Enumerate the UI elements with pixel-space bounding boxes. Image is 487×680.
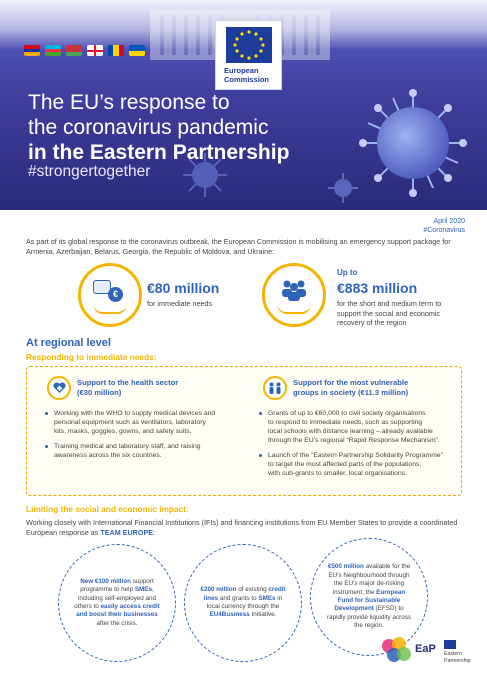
midterm-desc-line2: support the social and economic [337, 308, 441, 318]
vulnerable-bullet-2-line1: Launch of the “Eastern Partnership Solidarity Programme” [268, 452, 443, 459]
impact-colon: : [153, 528, 156, 537]
vulnerable-title-line2: groups in society (€11.3 million) [293, 388, 409, 397]
commission-label-line1: European [224, 66, 259, 75]
virus-illustration-icon [318, 88, 487, 208]
armenia-flag-icon [24, 45, 40, 56]
card-credit-lines [184, 544, 302, 662]
card1-text [74, 578, 160, 628]
people-hand-icon [262, 263, 326, 327]
vulnerable-bullet-1-line1: Grants of up to €60,000 to civil society organisations [268, 410, 426, 417]
card2-t3: in local currency through the [206, 594, 283, 610]
card1-amount: New €100 million [80, 577, 131, 585]
coronavirus-tag: #Coronavirus [423, 227, 465, 234]
family-icon [263, 376, 287, 400]
eap-logo-icon [380, 636, 414, 666]
health-bullet-1-line2: personal equipment such as ventilators, laboratory [54, 419, 206, 426]
health-bullet-1 [45, 409, 250, 436]
country-flags [24, 45, 145, 56]
date: April 2020 [433, 218, 465, 225]
people-icon [279, 278, 309, 302]
card3-t2: (EFSD) to rapidly provide liquidity across the region. [327, 605, 411, 630]
eu-stars-icon [226, 27, 272, 63]
health-heart-icon [47, 376, 71, 400]
card2-smes: SMEs [258, 594, 276, 602]
card1-t2: , including self-employed and others to [74, 586, 157, 610]
card1-smes: SMEs [134, 586, 152, 594]
card2-credit-lines: credit lines [203, 586, 286, 602]
card2-amount: €200 million [200, 586, 237, 594]
card2-t1: of existing [236, 586, 269, 594]
vulnerable-bullets [259, 409, 461, 484]
card2-t2: and grants to [218, 594, 259, 602]
card3-t1: available for the EU’s Neighbourhood through the EU’s major de-risking instrument, the [328, 563, 411, 596]
card-sme-programme [58, 544, 176, 662]
eap-label-line2: Partnership [444, 657, 471, 664]
vulnerable-title-line1: Support for the most vulnerable [293, 378, 409, 387]
health-title-line1: Support to the health sector [77, 378, 179, 387]
immediate-needs-heading: Responding to immediate needs: [26, 352, 157, 362]
card2-t4: Initiative. [249, 611, 277, 619]
regional-heading: At regional level [26, 337, 111, 349]
ukraine-flag-icon [129, 45, 145, 56]
card1-highlight: easily access credit and boost their businesses [76, 603, 160, 619]
health-bullet-2 [45, 442, 250, 460]
impact-text [26, 518, 466, 538]
midterm-prefix: Up to [337, 268, 358, 277]
eap-label-line1: Eastern [444, 651, 462, 657]
eu-flag-icon [444, 640, 456, 649]
georgia-flag-icon [87, 45, 103, 56]
midterm-desc-line3: recovery of the region [337, 318, 407, 327]
title-line-1: The EU’s response to [28, 91, 230, 114]
vulnerable-bullet-2-line3: with sub-grants to smaller, local organisations. [268, 470, 408, 477]
health-bullets [45, 409, 250, 466]
card2-text [200, 586, 286, 620]
midterm-desc-line1: for the short and medium term to [337, 299, 442, 308]
eap-wordmark: EaP [415, 643, 436, 655]
card1-t3: after the crisis. [96, 619, 138, 627]
vulnerable-bullet-1-line4: through the EU’s regional “Rapid Response Mechanism”. [268, 437, 440, 444]
commission-label-line2: Commission [224, 75, 270, 84]
health-title [77, 378, 178, 398]
title-line-2: the coronavirus pandemic [28, 116, 269, 139]
midterm-desc [337, 299, 477, 328]
moldova-flag-icon [108, 45, 124, 56]
card2-eu4business: EU4Business [209, 611, 250, 619]
health-title-line2: (€30 million) [77, 388, 122, 397]
impact-heading: Limiting the social and economic impact: [26, 504, 189, 514]
money-hand-icon: € [78, 263, 142, 327]
vulnerable-bullet-2 [259, 451, 461, 478]
belarus-flag-icon [66, 45, 82, 56]
commission-label [224, 66, 269, 84]
midterm-amount: €883 million [337, 280, 418, 296]
health-bullet-2-line1: Training medical and laboratory staff, and raising [54, 443, 201, 450]
intro-text: As part of its global response to the coronavirus outbreak, the European Commission is mobilising an emergency support package for Armenia, Azerbaijan, Belarus, Georgia, the Republic of Moldova, and Ukraine: [26, 237, 451, 256]
vulnerable-bullet-2-line2: to target the most affected parts of the populations, [268, 461, 422, 468]
eap-label [444, 651, 471, 664]
vulnerable-bullet-1 [259, 409, 461, 445]
hashtag: #strongertogether [28, 163, 151, 180]
vulnerable-bullet-1-line2: to respond to immediate needs, such as supporting [268, 419, 423, 426]
azerbaijan-flag-icon [45, 45, 61, 56]
vulnerable-title [293, 378, 408, 398]
header-banner [0, 0, 487, 210]
european-commission-logo [215, 20, 282, 90]
impact-text-body: Working closely with International Financial Institutions (IFIs) and financing institutions from EU Member States to provide a coordinated European response as [26, 518, 458, 537]
health-bullet-2-line2: awareness across the six countries. [54, 452, 162, 459]
vulnerable-bullet-1-line3: local schools with distance learning – already available [268, 428, 433, 435]
health-bullet-1-line3: kits, masks, goggles, gowns, and safety suits. [54, 428, 192, 435]
card3-amount: €500 million [327, 563, 364, 571]
regional-support-box [26, 366, 462, 496]
card3-text [326, 563, 412, 630]
card1-t1: support programme to help [80, 577, 154, 594]
title-line-3: in the Eastern Partnership [28, 141, 290, 164]
meta-info [423, 217, 465, 235]
immediate-desc: for immediate needs [147, 299, 213, 308]
immediate-amount: €80 million [147, 280, 220, 296]
health-bullet-1-line1: Working with the WHO to supply medical devices and [54, 410, 216, 417]
card3-efsd: European Fund for Sustainable Development [334, 588, 406, 613]
team-europe: TEAM EUROPE [100, 528, 154, 537]
